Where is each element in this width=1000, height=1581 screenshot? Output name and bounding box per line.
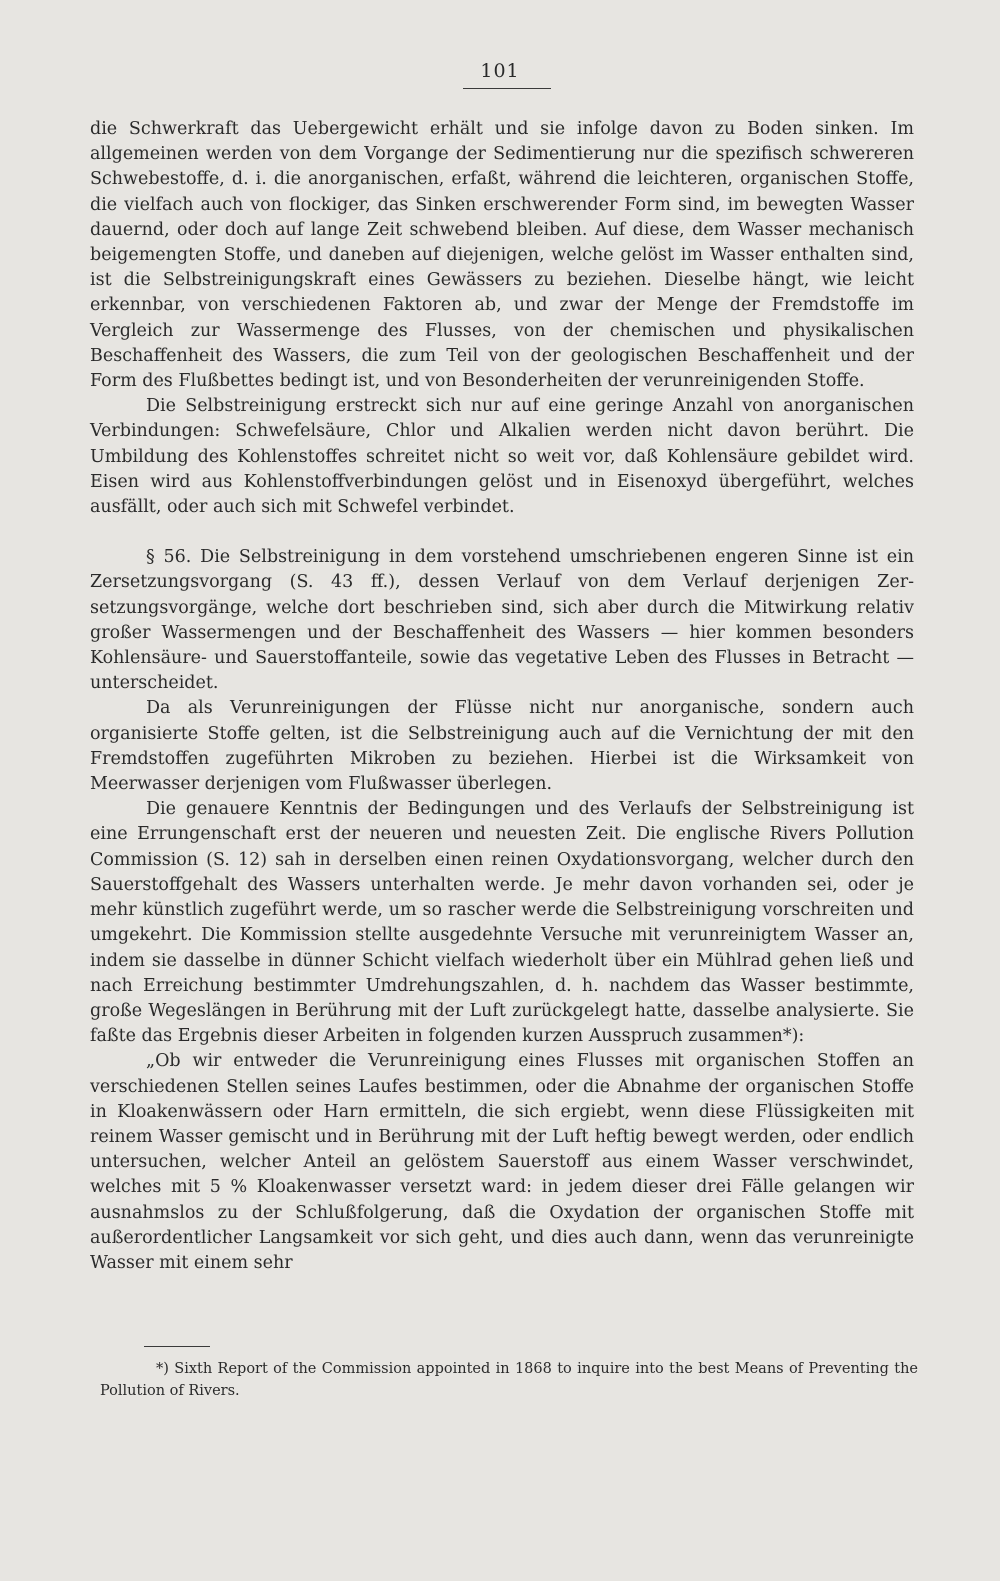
paragraph-5: Die genauere Kenntnis der Bedingungen und des Verlaufs der Selbstreinigung ist eine Errungenschaft erst der neueren und neuesten Zeit. Die englische Rivers Pollution Commission (S. 12) sah in derselben einen reinen Oxydationsvorgang, welcher durch den Sauerstoffgehalt des Wassers unterhalten werde. Je mehr davon vorhanden sei, oder je mehr künstlich zugeführt werde, um so rascher werde die Selbstreinigung vorschreiten und umgekehrt. Die Kommission stellte ausgedehnte Versuche mit verunreinigtem Wasser an, indem sie dasselbe in dünner Schicht vielfach wiederholt über ein Mühlrad gehen ließ und nach Erreichung bestimmter Umdrehungszahlen, d. h. nachdem das Wasser bestimmte, große Wegeslängen in Berührung mit der Luft zurückgelegt hatte, dasselbe analysierte. Sie faßte das Ergebnis dieser Arbeiten in folgenden kurzen Ausspruch zusammen*): [90,799,914,1047]
paragraph-section-56: § 56. Die Selbstreinigung in dem vorstehend umschriebenen engeren Sinne ist ein Zersetzungsvorgang (S. 43 ff.), dessen Verlauf von dem Verlauf derjenigen Zersetzungsvorgänge, welche dort beschrieben sind, sich aber durch die Mitwirkung relativ großer Wassermengen und der Beschaffenheit des Wassers — hier kommen besonders Kohlensäure- und Sauerstoffanteile, sowie das vegetative Leben des Flusses in Betracht — unterscheidet. [90,547,914,694]
page-number-rule [463,88,551,89]
paragraph-1: die Schwerkraft das Uebergewicht erhält und sie infolge davon zu Boden sinken. Im allgemeinen werden von dem Vorgange der Sedimentierung nur die spezifisch schwereren Schwebestoffe, d. i. die anorganischen, erfaßt, während die leichteren, organischen Stoffe, die vielfach auch von flockiger, das Sinken erschwerender Form sind, im bewegten Wasser dauernd, oder doch auf lange Zeit schwebend bleiben. Auf diese, dem Wasser mechanisch beigemengten Stoffe, und daneben auf diejenigen, welche gelöst im Wasser enthalten sind, ist die Selbstreinigungskraft eines Gewässers zu beziehen. Dieselbe hängt, wie leicht erkennbar, von verschiedenen Faktoren ab, und zwar der Menge der Fremdstoffe im Vergleich zur Wassermenge des Flusses, von der chemischen und physikalischen Beschaffenheit des Wassers, die zum Teil von der geologischen Beschaffenheit und der Form des Flußbettes bedingt ist, und von Besonderheiten der verunreinigenden Stoffe. [90,119,914,392]
paragraph-4: Da als Verunreinigungen der Flüsse nicht nur anorganische, sondern auch organisierte Stoffe gelten, ist die Selbstreinigung auch auf die Vernichtung der mit den Fremdstoffen zugeführten Mikroben zu beziehen. Hierbei ist die Wirksamkeit von Meerwasser derjenigen vom Flußwasser überlegen. [90,698,914,795]
body-text [90,117,914,1276]
footnote: *) Sixth Report of the Commission appointed in 1868 to inquire into the best Means of Preventing the Pollution of Rivers. [100,1361,918,1399]
paragraph-quote: „Ob wir entweder die Verunreinigung eines Flusses mit organischen Stoffen an verschiedenen Stellen seines Laufes bestimmen, oder die Abnahme der organischen Stoffe in Kloakenwässern oder Harn ermitteln, die sich ergiebt, wenn diese Flüssigkeiten mit reinem Wasser gemischt und in Berührung mit der Luft heftig bewegt werden, oder endlich untersuchen, welcher Anteil an gelöstem Sauerstoff aus einem Wasser verschwindet, welches mit 5 % Kloakenwasser versetzt ward: in jedem dieser drei Fälle gelangen wir ausnahmslos zu der Schlußfolgerung, daß die Oxydation der organischen Stoffe mit außerordentlicher Langsamkeit vor sich geht, und dies auch dann, wenn das verunreinigte Wasser mit einem sehr [90,1051,914,1273]
footnote-rule [144,1346,210,1347]
paragraph-2: Die Selbstreinigung erstreckt sich nur auf eine geringe Anzahl von anorganischen Verbindungen: Schwefelsäure, Chlor und Alkalien werden nicht davon berührt. Die Umbildung des Kohlenstoffes schreitet nicht so weit vor, daß Kohlensäure gebildet wird. Eisen wird aus Kohlenstoffverbindungen gelöst und in Eisenoxyd übergeführt, welches ausfällt, oder auch sich mit Schwefel verbindet. [90,396,914,518]
page-number: 101 [480,60,520,82]
